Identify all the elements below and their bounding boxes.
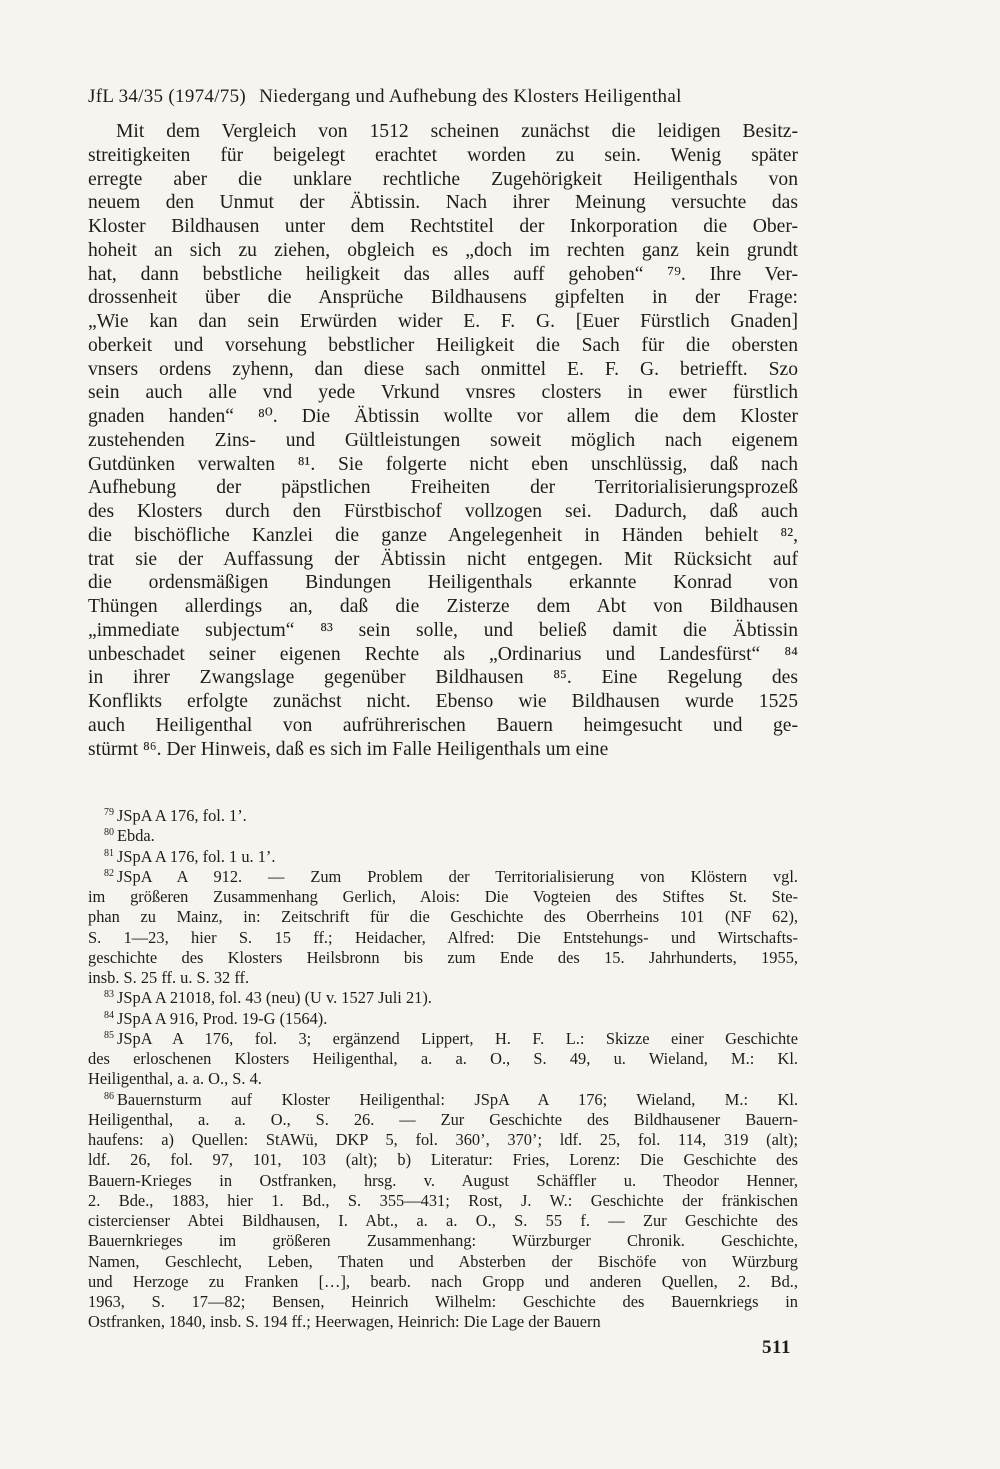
footnote-line — [88, 1252, 798, 1272]
footnote-text: phan zu Mainz, in: Zeitschrift für die Geschichte des Oberrheins 101 (NF 62), — [88, 907, 798, 927]
body-line: erregte aber die unklare rechtliche Zugehörigkeit Heiligenthals von — [88, 168, 798, 190]
footnote-line — [88, 1069, 798, 1089]
footnote-80 — [88, 826, 798, 846]
footnote-79 — [88, 806, 798, 826]
body-line: hoheit an sich zu ziehen, obgleich es „doch im rechten ganz kein grundt — [88, 239, 798, 261]
footnote-line — [88, 1171, 798, 1191]
footnote-number: 86 — [104, 1090, 114, 1102]
body-line: drossenheit über die Ansprüche Bildhausens gipfelten in der Frage: — [88, 287, 798, 309]
footnote-83 — [88, 988, 798, 1008]
body-line: die ordensmäßigen Bindungen Heiligenthals erkannte Konrad von — [88, 572, 798, 594]
page-number: 511 — [762, 1337, 791, 1358]
footnote-line — [88, 1049, 798, 1069]
footnote-text: 2. Bde., 1883, hier 1. Bd., S. 355—431; Rost, J. W.: Geschichte der fränkischen — [88, 1190, 798, 1210]
footnote-text: Heiligenthal, a. a. O., S. 4. — [88, 1069, 262, 1089]
footnote-line — [88, 1191, 798, 1211]
footnote-text: und Herzoge zu Franken […], bearb. nach Gropp und anderen Quellen, 2. Bd., — [88, 1271, 798, 1291]
footnote-text: geschichte des Klosters Heilsbronn bis zum Ende des 15. Jahrhunderts, 1955, — [88, 947, 798, 967]
footnote-line — [88, 928, 798, 948]
running-title: Niedergang und Aufhebung des Klosters Heiligenthal — [259, 86, 682, 107]
footnote-text: im größeren Zusammenhang Gerlich, Alois: Die Vogteien des Stiftes St. Ste- — [88, 887, 798, 906]
footnote-number: 83 — [104, 989, 114, 1001]
footnote-line — [88, 1312, 798, 1332]
body-line: gnaden handen“ ⁸⁰. Die Äbtissin wollte vor allem die dem Kloster — [88, 406, 798, 427]
body-line: streitigkeiten für beigelegt erachtet worden zu sein. Wenig später — [88, 144, 798, 166]
footnote-line — [88, 1110, 798, 1130]
footnote-line — [88, 867, 798, 887]
footnote-text: Ebda. — [117, 826, 155, 846]
running-head — [88, 86, 798, 108]
footnote-line — [88, 1150, 798, 1170]
footnote-line — [88, 907, 798, 927]
footnote-text: S. 1—23, hier S. 15 ff.; Heidacher, Alfred: Die Entstehungs- und Wirtschafts- — [88, 927, 798, 947]
footnote-81 — [88, 847, 798, 867]
body-line: hat, dann bebstliche heiligkeit das alles auff gehoben“ ⁷⁹. Ihre Ver- — [88, 263, 798, 285]
footnote-line — [88, 806, 798, 826]
footnote-text: des erloschenen Klosters Heiligenthal, a. a. O., S. 49, u. Wieland, M.: Kl. — [88, 1049, 798, 1068]
footnote-85 — [88, 1029, 798, 1090]
body-line: die bischöfliche Kanzlei die ganze Angelegenheit in Händen behielt ⁸², — [88, 524, 798, 546]
footnote-82 — [88, 867, 798, 989]
footnote-line — [88, 968, 798, 988]
body-line: Kloster Bildhausen unter dem Rechtstitel der Inkorporation die Ober- — [88, 216, 798, 237]
body-line: trat sie der Auffassung der Äbtissin nicht entgegen. Mit Rücksicht auf — [88, 548, 798, 570]
footnote-number: 81 — [104, 847, 114, 859]
body-line: „immediate subjectum“ ⁸³ sein solle, und beließ damit die Äbtissin — [88, 619, 798, 641]
footnote-text: JSpA A 912. — Zum Problem der Territorialisierung von Klöstern vgl. — [117, 866, 798, 886]
footnote-text: JSpA A 916, Prod. 19-G (1564). — [117, 1008, 328, 1028]
footnote-line — [88, 1292, 798, 1312]
body-line: des Klosters durch den Fürstbischof vollzogen sei. Dadurch, daß auch — [88, 501, 798, 522]
footnote-text: haufens: a) Quellen: StAWü, DKP 5, fol. 360’, 370’; ldf. 25, fol. 114, 319 (alt); — [88, 1130, 798, 1149]
body-line: in ihrer Zwangslage gegenüber Bildhausen ⁸⁵. Eine Regelung des — [88, 667, 798, 689]
footnote-text: Bauernsturm auf Kloster Heiligenthal: JSpA A 176; Wieland, M.: Kl. — [117, 1089, 798, 1109]
footnote-86 — [88, 1090, 798, 1333]
footnote-line — [88, 1211, 798, 1231]
body-line: stürmt ⁸⁶. Der Hinweis, daß es sich im Falle Heiligenthals um eine — [88, 738, 609, 760]
footnotes — [88, 806, 798, 1333]
body-line: vnsers ordens zyhenn, dan diese sach onmittel E. F. G. betriefft. Szo — [88, 358, 798, 380]
footnote-line — [88, 988, 798, 1008]
footnote-text: Ostfranken, 1840, insb. S. 194 ff.; Heerwagen, Heinrich: Die Lage der Bauern — [88, 1312, 601, 1332]
footnote-number: 85 — [104, 1029, 114, 1041]
footnote-text: JSpA A 176, fol. 1’. — [117, 806, 247, 825]
footnote-text: JSpA A 176, fol. 3; ergänzend Lippert, H. F. L.: Skizze einer Geschichte — [117, 1028, 798, 1048]
footnote-text: cistercienser Abtei Bildhausen, I. Abt., a. a. O., S. 55 f. — Zur Geschichte des — [88, 1211, 798, 1230]
footnote-text: Heiligenthal, a. a. O., S. 26. — Zur Geschichte des Bildhausener Bauern- — [88, 1109, 798, 1129]
footnote-text: JSpA A 21018, fol. 43 (neu) (U v. 1527 Juli 21). — [117, 988, 432, 1008]
body-line: Konflikts erfolgte zunächst nicht. Ebenso wie Bildhausen wurde 1525 — [88, 691, 798, 712]
body-line: auch Heiligenthal von aufrührerischen Bauern heimgesucht und ge- — [88, 714, 798, 736]
footnote-line — [88, 887, 798, 907]
footnote-number: 79 — [104, 807, 114, 818]
body-line: Gutdünken verwalten ⁸¹. Sie folgerte nicht eben unschlüssig, daß nach — [88, 453, 798, 475]
body-line: zustehenden Zins- und Gültleistungen soweit möglich nach eigenem — [88, 429, 798, 451]
body-line: sein auch alle vnd yede Vrkund vnsres closters in ewer fürstlich — [88, 382, 798, 404]
footnote-line — [88, 1090, 798, 1110]
footnote-line — [88, 1029, 798, 1049]
footnote-text: JSpA A 176, fol. 1 u. 1’. — [117, 846, 276, 866]
body-line: neuem den Unmut der Äbtissin. Nach ihrer Meinung versuchte das — [88, 192, 798, 214]
footnote-number: 80 — [104, 827, 114, 839]
footnote-line — [88, 1009, 798, 1029]
body-line: Aufhebung der päpstlichen Freiheiten der Territorialisierungsprozeß — [88, 477, 798, 499]
body-line: Mit dem Vergleich von 1512 scheinen zunächst die leidigen Besitz- — [116, 121, 798, 142]
footnote-line — [88, 826, 798, 846]
body-line: oberkeit und vorsehung bebstlicher Heiligkeit die Sach für die obersten — [88, 334, 798, 356]
body-line: „Wie kan dan sein Erwürden wider E. F. G. [Euer Fürstlich Gnaden] — [88, 311, 798, 332]
footnote-line — [88, 948, 798, 968]
footnote-text: insb. S. 25 ff. u. S. 32 ff. — [88, 968, 250, 987]
footnote-number: 82 — [104, 867, 114, 879]
footnote-text: 1963, S. 17—82; Bensen, Heinrich Wilhelm: Geschichte des Bauernkriegs in — [88, 1292, 798, 1311]
body-line: Thüngen allerdings an, daß die Zisterze dem Abt von Bildhausen — [88, 596, 798, 617]
body-text — [88, 120, 798, 761]
footnote-line — [88, 1130, 798, 1150]
footnote-text: Bauernkrieges im größeren Zusammenhang: Würzburger Chronik. Geschichte, — [88, 1231, 798, 1251]
footnote-line — [88, 847, 798, 867]
footnote-text: ldf. 26, fol. 97, 101, 103 (alt); b) Literatur: Fries, Lorenz: Die Geschichte des — [88, 1150, 798, 1170]
footnote-number: 84 — [104, 1009, 114, 1021]
footnote-line — [88, 1272, 798, 1292]
footnote-line — [88, 1231, 798, 1251]
footnote-text: Bauern-Krieges in Ostfranken, hrsg. v. August Schäffler u. Theodor Henner, — [88, 1170, 798, 1190]
footnote-text: Namen, Geschlecht, Leben, Thaten und Absterben der Bischöfe von Würzburg — [88, 1251, 798, 1271]
footnote-84 — [88, 1009, 798, 1029]
body-line: unbeschadet seiner eigenen Rechte als „Ordinarius und Landesfürst“ ⁸⁴ — [88, 643, 798, 665]
journal-citation: JfL 34/35 (1974/75) — [88, 86, 247, 107]
